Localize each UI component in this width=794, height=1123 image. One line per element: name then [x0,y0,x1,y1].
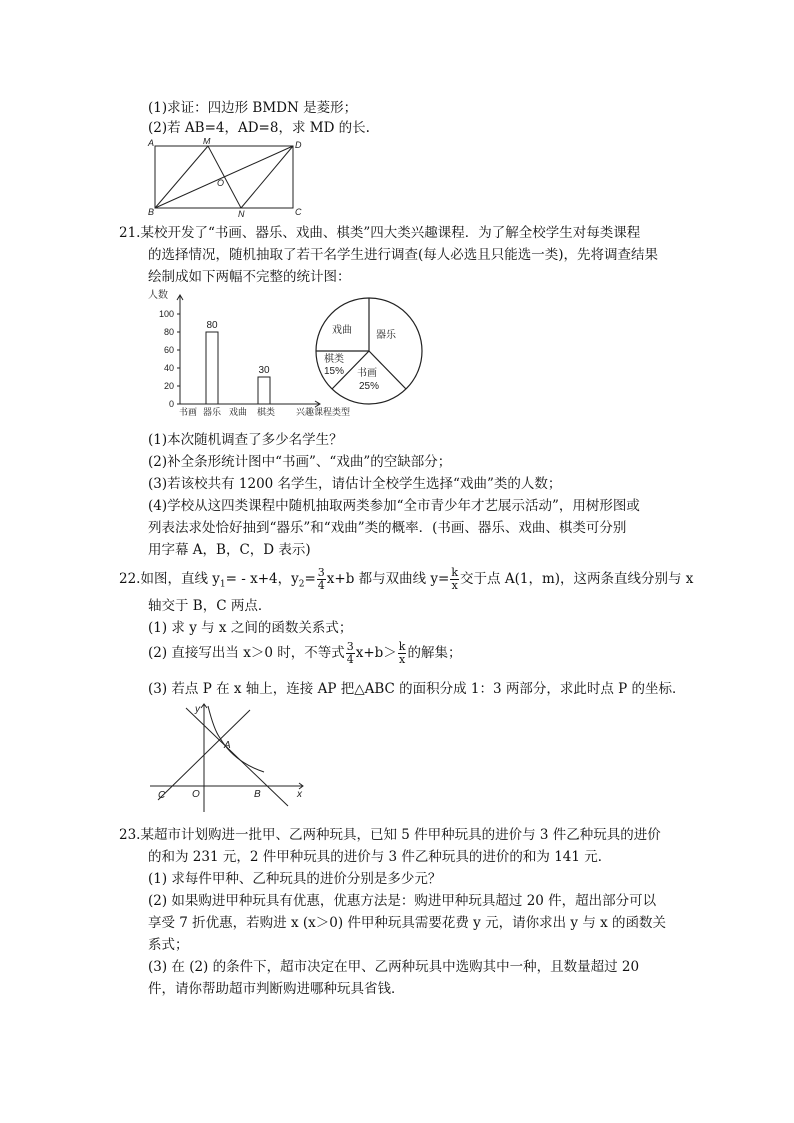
fraction-three-quarters [317,567,326,592]
q22-intro-a: 22.如图，直线 y [119,571,220,587]
label-C-point: C [158,790,166,801]
label-y: y [195,704,200,715]
function-graph [148,700,308,815]
hyperbola [208,706,264,772]
q21-q4a: (4)学校从这四类课程中随机抽取两类参加“全市青少年才艺展示活动”，用树形图或 [148,498,640,514]
q22-p2b: x+b＞ [355,645,397,661]
bar-category-label: 棋类 [256,407,276,417]
bar-category-label: 戏曲 [228,407,248,417]
label-N: N [238,209,245,218]
q22-sub1: 1 [219,579,226,590]
bar-value-label: 30 [258,365,270,376]
pie-label-qiyue: 器乐 [376,330,396,341]
q21-q3: (3)若该校共有 1200 名学生，请估计全校学生选择“戏曲”类的人数； [148,476,562,492]
q21-line1: 21.某校开发了“书画、器乐、戏曲、棋类”四大类兴趣课程．为了解全校学生对每类课程 [119,225,641,241]
frac-num-2: 3 [346,640,354,653]
bar-y-tick-label: 60 [163,345,174,355]
q23-p2c: 系式； [148,937,189,953]
bar-category-label: 书画 [178,407,198,417]
q22-p1: (1) 求 y 与 x 之间的函数关系式； [148,620,353,636]
q23-line2: 的和为 231 元，2 件甲种玩具的进价与 3 件乙种玩具的进价的和为 141 元． [148,849,612,865]
bar-y-tick-label: 20 [163,381,174,391]
q22-p3: (3) 若点 P 在 x 轴上，连接 AP 把△ABC 的面积分成 1：3 两部分，求此时点 P 的坐标． [148,681,686,697]
q21-q4c: 用字幕 A，B，C，D 表示) [148,542,311,558]
bar-y-label: 人数 [148,290,168,301]
q22-intro [119,566,693,598]
label-A: A [148,138,155,148]
q22-intro-e: 交于点 A(1，m)，这两条直线分别与 x [460,571,694,587]
pie-label-qilei: 棋类 [324,354,344,365]
q22-intro-b: = - x+4，y [225,571,299,587]
label-C: C [295,207,302,217]
label-x: x [297,789,302,800]
q22-p2c: 的解集； [407,645,462,661]
label-M: M [203,138,211,146]
bar [206,332,218,404]
q22-intro-d: x+b 都与双曲线 y= [326,571,450,587]
q22-line2: 轴交于 B，C 两点． [148,598,272,614]
bar [258,377,270,404]
bar-y-tick-label: 40 [163,363,174,373]
q21-q1: (1)本次随机调查了多少名学生？ [148,432,343,448]
q20-part2: (2)若 AB=4，AD=8，求 MD 的长. [148,120,370,136]
frac-k-2: k [398,640,406,653]
q22-sub2: 2 [298,579,305,590]
q23-p2a: (2) 如果购进甲种玩具有优惠，优惠方法是：购进甲种玩具超过 20 件，超出部分可以 [148,893,657,909]
pie-pct-qilei: 15% [324,366,345,377]
label-A-point: A [224,740,231,751]
q23-p1: (1) 求每件甲种、乙种玩具的进价分别是多少元？ [148,871,442,887]
q23-line1: 23.某超市计划购进一批甲、乙两种玩具，已知 5 件甲种玩具的进价与 3 件乙种玩具的进价 [119,827,661,843]
q22-p2 [148,640,461,666]
fraction-k-over-x-2 [398,641,407,666]
frac-den-2: 4 [346,653,354,666]
q22-p2a: (2) 直接写出当 x＞0 时，不等式 [148,645,345,661]
q23-p2b: 享受 7 折优惠，若购进 x (x＞0) 件甲种玩具需要花费 y 元，请你求出 y 与 x 的函数关 [148,915,667,931]
bar-y-tick-label: 0 [168,399,174,409]
pie-label-xiqu: 戏曲 [332,325,352,336]
q21-q2: (2)补全条形统计图中“书画”、“戏曲”的空缺部分； [148,454,452,470]
pie-pct-shuhua: 25% [359,381,380,392]
label-O-origin: O [192,789,200,800]
label-B: B [148,207,155,217]
frac-x-2: x [399,653,406,666]
q20-part1: (1)求证：四边形 BMDN 是菱形； [148,100,358,116]
fraction-three-quarters-2 [346,641,355,666]
q21-line2: 的选择情况，随机抽取了若干名学生进行调查(每人必选且只能选一类)，先将调查结果 [148,247,659,263]
label-D: D [295,140,302,150]
bar-y-tick-label: 80 [163,327,174,337]
q23-p3b: 件，请你帮助超市判断购进哪种玩具省钱． [148,981,405,997]
bar-y-tick-label: 100 [158,309,174,319]
rectangle-figure [145,138,305,218]
label-O: O [217,178,225,188]
frac-k: k [451,566,459,579]
fraction-k-over-x [450,567,459,592]
frac-den: 4 [317,579,325,592]
pie-label-shuhua: 书画 [357,368,377,379]
q23-p3a: (3) 在 (2) 的条件下，超市决定在甲、乙两种玩具中选购其中一种，且数量超过 20 [148,959,640,975]
label-B-point: B [254,789,261,800]
bar-x-label: 兴趣课程类型 [296,407,351,417]
bar-category-label: 器乐 [202,407,222,417]
q21-q4b: 列表法求处恰好抽到“器乐”和“戏曲”类的概率．(书画、器乐、戏曲、棋类可分别 [148,520,627,536]
q22-intro-c: = [304,571,316,587]
pie-chart [312,294,427,409]
frac-x: x [451,579,458,592]
frac-num: 3 [317,566,325,579]
bar-value-label: 80 [206,320,218,331]
q21-line3: 绘制成如下两幅不完整的统计图： [148,269,351,285]
